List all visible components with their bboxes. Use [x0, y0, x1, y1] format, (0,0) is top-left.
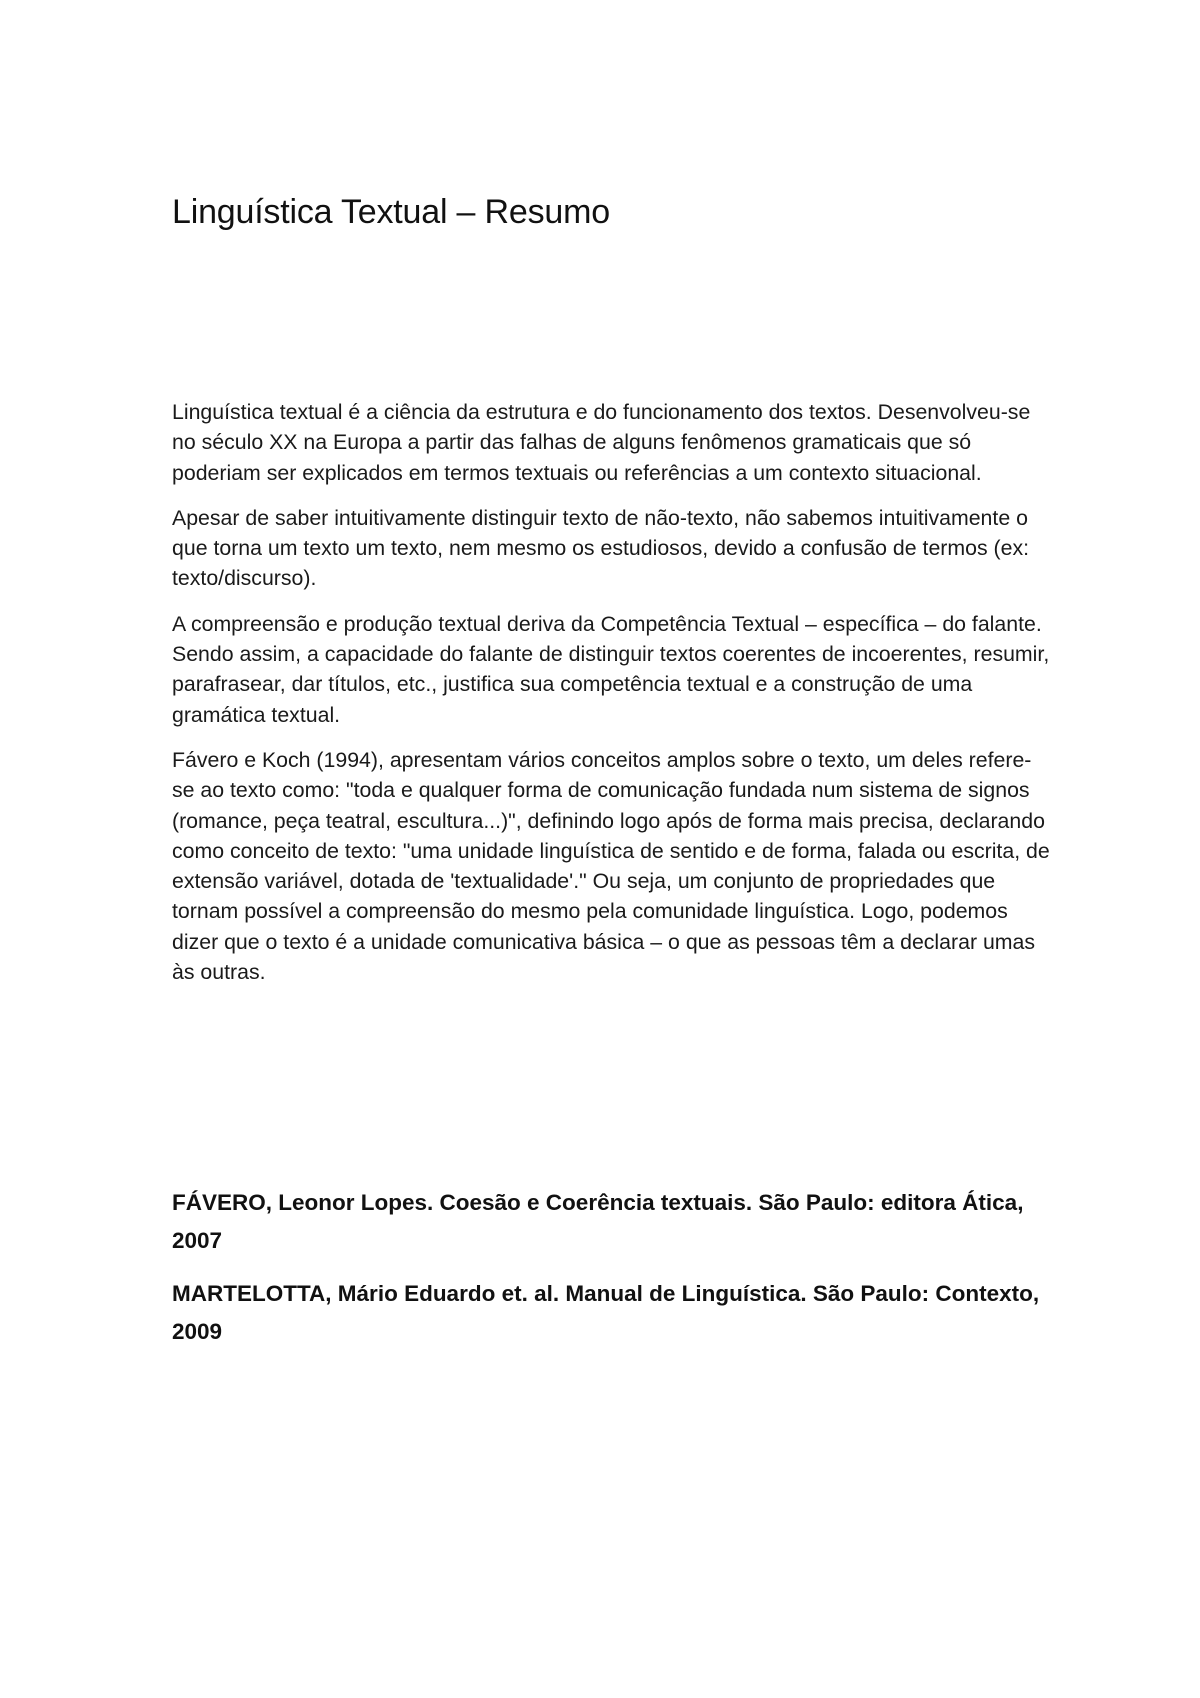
- document-body: [172, 397, 1052, 1002]
- reference-martelotta: MARTELOTTA, Mário Eduardo et. al. Manual de Linguística. São Paulo: Contexto, 2009: [172, 1281, 1040, 1344]
- reference-favero: FÁVERO, Leonor Lopes. Coesão e Coerência textuais. São Paulo: editora Ática, 2007: [172, 1190, 1024, 1253]
- paragraph-definition: Linguística textual é a ciência da estrutura e do funcionamento dos textos. Desenvolveu-se no século XX na Europa a partir das falhas de alguns fenômenos gramaticais que só poderiam ser explicados em termos textuais ou referências a um contexto situacional.: [172, 400, 1031, 485]
- paragraph-favero-koch: Fávero e Koch (1994), apresentam vários conceitos amplos sobre o texto, um deles refere-se ao texto como: "toda e qualquer forma de comunicação fundada num sistema de signos (romance, peça teatral, escultura...)", definindo logo após de forma mais precisa, declarando como conceito de texto: "uma unidade linguística de sentido e de forma, falada ou escrita, de extensão variável, dotada de 'textualidade'." Ou seja, um conjunto de propriedades que tornam possível a compreensão do mesmo pela comunidade linguística. Logo, podemos dizer que o texto é a unidade comunicativa básica – o que as pessoas têm a declarar umas às outras.: [172, 747, 1050, 985]
- page-title: Linguística Textual – Resumo: [172, 193, 610, 231]
- references-section: [172, 1184, 1052, 1366]
- paragraph-competence: A compreensão e produção textual deriva da Competência Textual – específica – do falante. Sendo assim, a capacidade do falante de distinguir textos coerentes de incoerentes, resumir, parafrasear, dar títulos, etc., justifica sua competência textual e a construção de uma gramática textual.: [172, 611, 1050, 727]
- paragraph-intuition: Apesar de saber intuitivamente distinguir texto de não-texto, não sabemos intuitivamente o que torna um texto um texto, nem mesmo os estudiosos, devido a confusão de termos (ex: texto/discurso).: [172, 505, 1030, 591]
